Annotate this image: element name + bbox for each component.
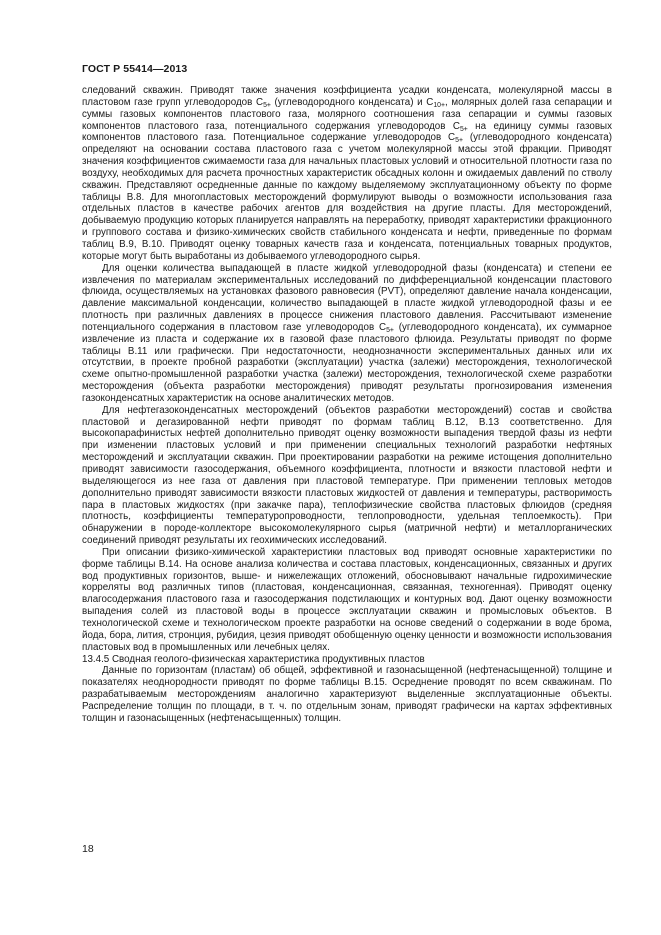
paragraph-text: на единицу суммы газовых компонентов пластового газа. Потенциальное содержание углеводородов С <box>82 120 612 144</box>
section-heading <box>82 654 612 666</box>
paragraph-list <box>82 85 612 654</box>
section-title: Сводная геолого-физическая характеристика продуктивных пластов <box>111 653 425 665</box>
body-text <box>82 85 612 725</box>
paragraph-text: При описании физико-химической характеристики пластовых вод приводят основные характеристики по форме таблицы В.14. На основе анализа количества и состава пластовых, конденсационных, связанных и других вод продуктивных горизонтов, выше- и нижележащих отложений, обосновывают начальные гидрохимические корреляты вод различных типов (пластовая, конденсационная, связанная, техногенная). Приводят оценку влагосодержания пластового газа и газосодержания подстилающих и контурных вод. Дают оценку возможности выпадения солей из пластовой воды в процессе эксплуатации скважин и промысловых объектов. В технологической схеме и технологическом проекте разработки на основе сведений о содержании в воде брома, йода, бора, лития, стронция, рубидия, цезия приводят обобщенную оценку ценности и возможности использования пластовых вод в промышленных или лечебных целях. <box>82 546 612 653</box>
subscript: 5+ <box>455 137 463 145</box>
paragraph <box>82 85 612 263</box>
paragraph-text: , молярных долей газа сепарации и суммы газовых компонентов пластового газа, молярного соотношения газа сепарации и суммы газовых компонентов пластового газа, потенциального содержания углеводородов С <box>82 96 612 132</box>
paragraph-text: (углеводородного конденсата) и С <box>270 96 434 108</box>
subscript: 5+ <box>386 326 394 334</box>
paragraph <box>82 547 612 654</box>
paragraph-text: (углеводородного конденсата), их суммарное извлечение из пласта и содержание их в газовой фазе пластового флюида. Результаты приводят по форме таблицы В.11 или графически. При недостаточности, неоднозначности экспериментальных данных или их отсутствии, в проекте пробной разработки (эксплуатации) участка (залежи) месторождения, технологической схеме опытно-промышленной разработки участка (залежи) месторождения, технологической схеме разработки месторождения (объекта разработки месторождения) приводят результаты прогнозирования изменения газоконденсатных характеристик на основе аналитических методов. <box>82 321 612 404</box>
section-number: 13.4.5 <box>82 653 110 665</box>
subscript: 5+ <box>263 101 271 109</box>
paragraph <box>82 405 612 547</box>
standard-header: ГОСТ Р 55414—2013 <box>82 63 188 75</box>
subscript: 5+ <box>459 125 468 133</box>
paragraph-text: Для нефтегазоконденсатных месторождений (объектов разработки месторождений) состав и свойства пластовой и дегазированной нефти приводят по формам таблиц В.12, В.13 соответственно. Для высокопарафинистых нефтей дополнительно приводят оценку возможности выпадения твердой фазы из нефти при изменении пластовых условий и при применении специальных технологий разработки нефтяных месторождений и эксплуатации скважин. При проектировании разработки на режиме истощения дополнительно приводят зависимости газосодержания, объемного коэффициента, плотности и вязкости пластовой нефти и выделяющегося из нее газа от давления при пластовой температуре. При применении тепловых методов дополнительно приводят зависимости вязкости пластовых жидкостей от давления и температуры, растворимость пара в пластовых жидкостях (при закачке пара), теплофизические свойства пластовых флюидов (средняя плотность, коэффициенты температуропроводности, теплопроводности, удельная теплоемкость). При обнаружении в породе-коллекторе высокомолекулярного сырья (матричной нефти) и металлорганических соединений приводят результаты их геохимических исследований. <box>82 404 612 547</box>
paragraph-text: (углеводородного конденсата) определяют на основании состава пластового газа с учетом молекулярной массы этой фракции. Приводят значения коэффициентов сжимаемости газа для начальных пластовых условий и относительной плотности газа по воздуху, необходимых для расчета прочностных характеристик обсадных колонн и ожидаемых давлений по стволу скважин. Представляют осредненные данные по каждому выделяемому эксплуатационному объекту по форме таблицы В.8. Для многопластовых месторождений формулируют выводы о возможности использования газа отдельных пластов в качестве рабочих агентов для воздействия на другие пласты. Для месторождений, добываемую продукцию которых планируется направлять на переработку, приводят характеристики фракционного и группового состава и физико-химических свойств стабильного конденсата и нефти, приведенные по формам таблиц В.9, В.10. Приводят оценку товарных качеств газа и конденсата, потенциальных товарных продуктов, которые могут быть выработаны из добываемого углеводородного сырья. <box>82 132 612 262</box>
page-number: 18 <box>82 843 94 855</box>
subscript: 10+ <box>433 101 445 109</box>
paragraph-text: следований скважин. Приводят также значения коэффициента усадки конденсата, молекулярной массы в пластовом газе групп углеводородов С <box>82 85 612 108</box>
paragraph <box>82 263 612 405</box>
paragraph-text: Для оценки количества выпадающей в пласте жидкой углеводородной фазы (конденсата) и степени ее извлечения по материалам экспериментальных исследований по дифференциальной конденсации пластового флюида, осуществляемых на установках фазового равновесия (PVT), определяют давление начала конденсации, давление максимальной конденсации, количество выпадающей в пласте жидкой углеводородной фазы и ее плотность при различных давлениях в процессе снижения пластового давления. Рассчитывают изменение потенциального содержания в пластовом газе углеводородов С <box>82 262 612 333</box>
final-paragraph: Данные по горизонтам (пластам) об общей, эффективной и газонасыщенной (нефтенасыщенной) толщине и показателях неоднородности приводят по форме таблицы В.15. Осреднение проводят по всем скважинам. По разрабатываемым месторождениям аналогично характеризуют выделенные эксплуатационные объекты. Распределение толщин по площади, в т. ч. по отдельным зонам, приводят графически на картах эффективных толщин и газонасыщенных (нефтенасыщенных) толщин. <box>82 665 612 724</box>
